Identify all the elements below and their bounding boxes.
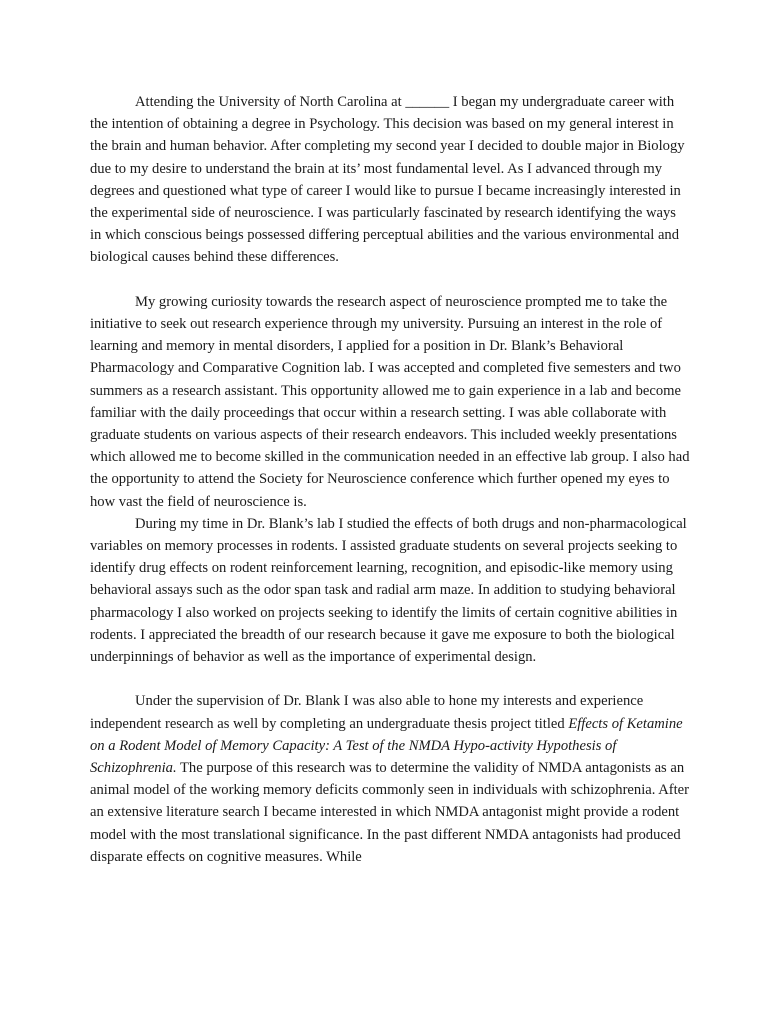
paragraph-2: My growing curiosity towards the research aspect of neuroscience prompted me to take the initiative to seek out research experience through my university. Pursuing an interest in the role of learning and memory in mental disorders, I applied for a position in Dr. Blank’s Behavioral Pharmacology and Comparative Cognition lab. I was accepted and completed five semesters and two summers as a research assistant. This opportunity allowed me to gain experience in a lab and become familiar with the daily proceedings that occur within a research setting. I was able collaborate with graduate students on various aspects of their research endeavors. This included weekly presentations which allowed me to become skilled in the communication needed in an effective lab group. I also had the opportunity to attend the Society for Neuroscience conference which further opened my eyes to how vast the field of neuroscience is. [90,293,690,510]
thesis-title: Effects of Ketamine on a Rodent Model of Memory Capacity: A Test of the NMDA Hypo-activity Hypothesis of Schizophrenia. [90,715,683,777]
paragraph-3: During my time in Dr. Blank’s lab I studied the effects of both drugs and non-pharmacological variables on memory processes in rodents. I assisted graduate students on several projects seeking to identify drug effects on rodent reinforcement learning, recognition, and episodic-like memory using behavioral assays such as the odor span task and radial arm maze. In addition to studying behavioral pharmacology I also worked on projects seeking to identify the limits of certain cognitive abilities in rodents. I appreciated the breadth of our research because it gave me exposure to both the biological underpinnings of behavior as well as the importance of experimental design. [90,515,687,666]
paragraph-4-text-start: Under the supervision of Dr. Blank I was also able to hone my interests and experience independent research as well by completing an undergraduate thesis project titled [90,693,644,732]
paragraph-gap [90,668,690,690]
essay-body [90,91,690,868]
paragraph-4-text-end: The purpose of this research was to determine the validity of NMDA antagonists as an animal model of the working memory deficits commonly seen in individuals with schizophrenia. After an extensive literature search I became interested in which NMDA antagonist might provide a rodent model with the most translational significance. In the past different NMDA antagonists had produced disparate effects on cognitive measures. While [90,760,690,865]
paragraph-gap [90,269,690,291]
paragraph-4 [90,690,690,868]
paragraph-1: Attending the University of North Carolina at ______ I began my undergraduate career with the intention of obtaining a degree in Psychology. This decision was based on my general interest in the brain and human behavior. After completing my second year I decided to double major in Biology due to my desire to understand the brain at its’ most fundamental level. As I advanced through my degrees and questioned what type of career I would like to pursue I became increasingly interested in the experimental side of neuroscience. I was particularly fascinated by research identifying the ways in which conscious beings possessed differing perceptual abilities and the various environmental and biological causes behind these differences. [90,94,685,266]
